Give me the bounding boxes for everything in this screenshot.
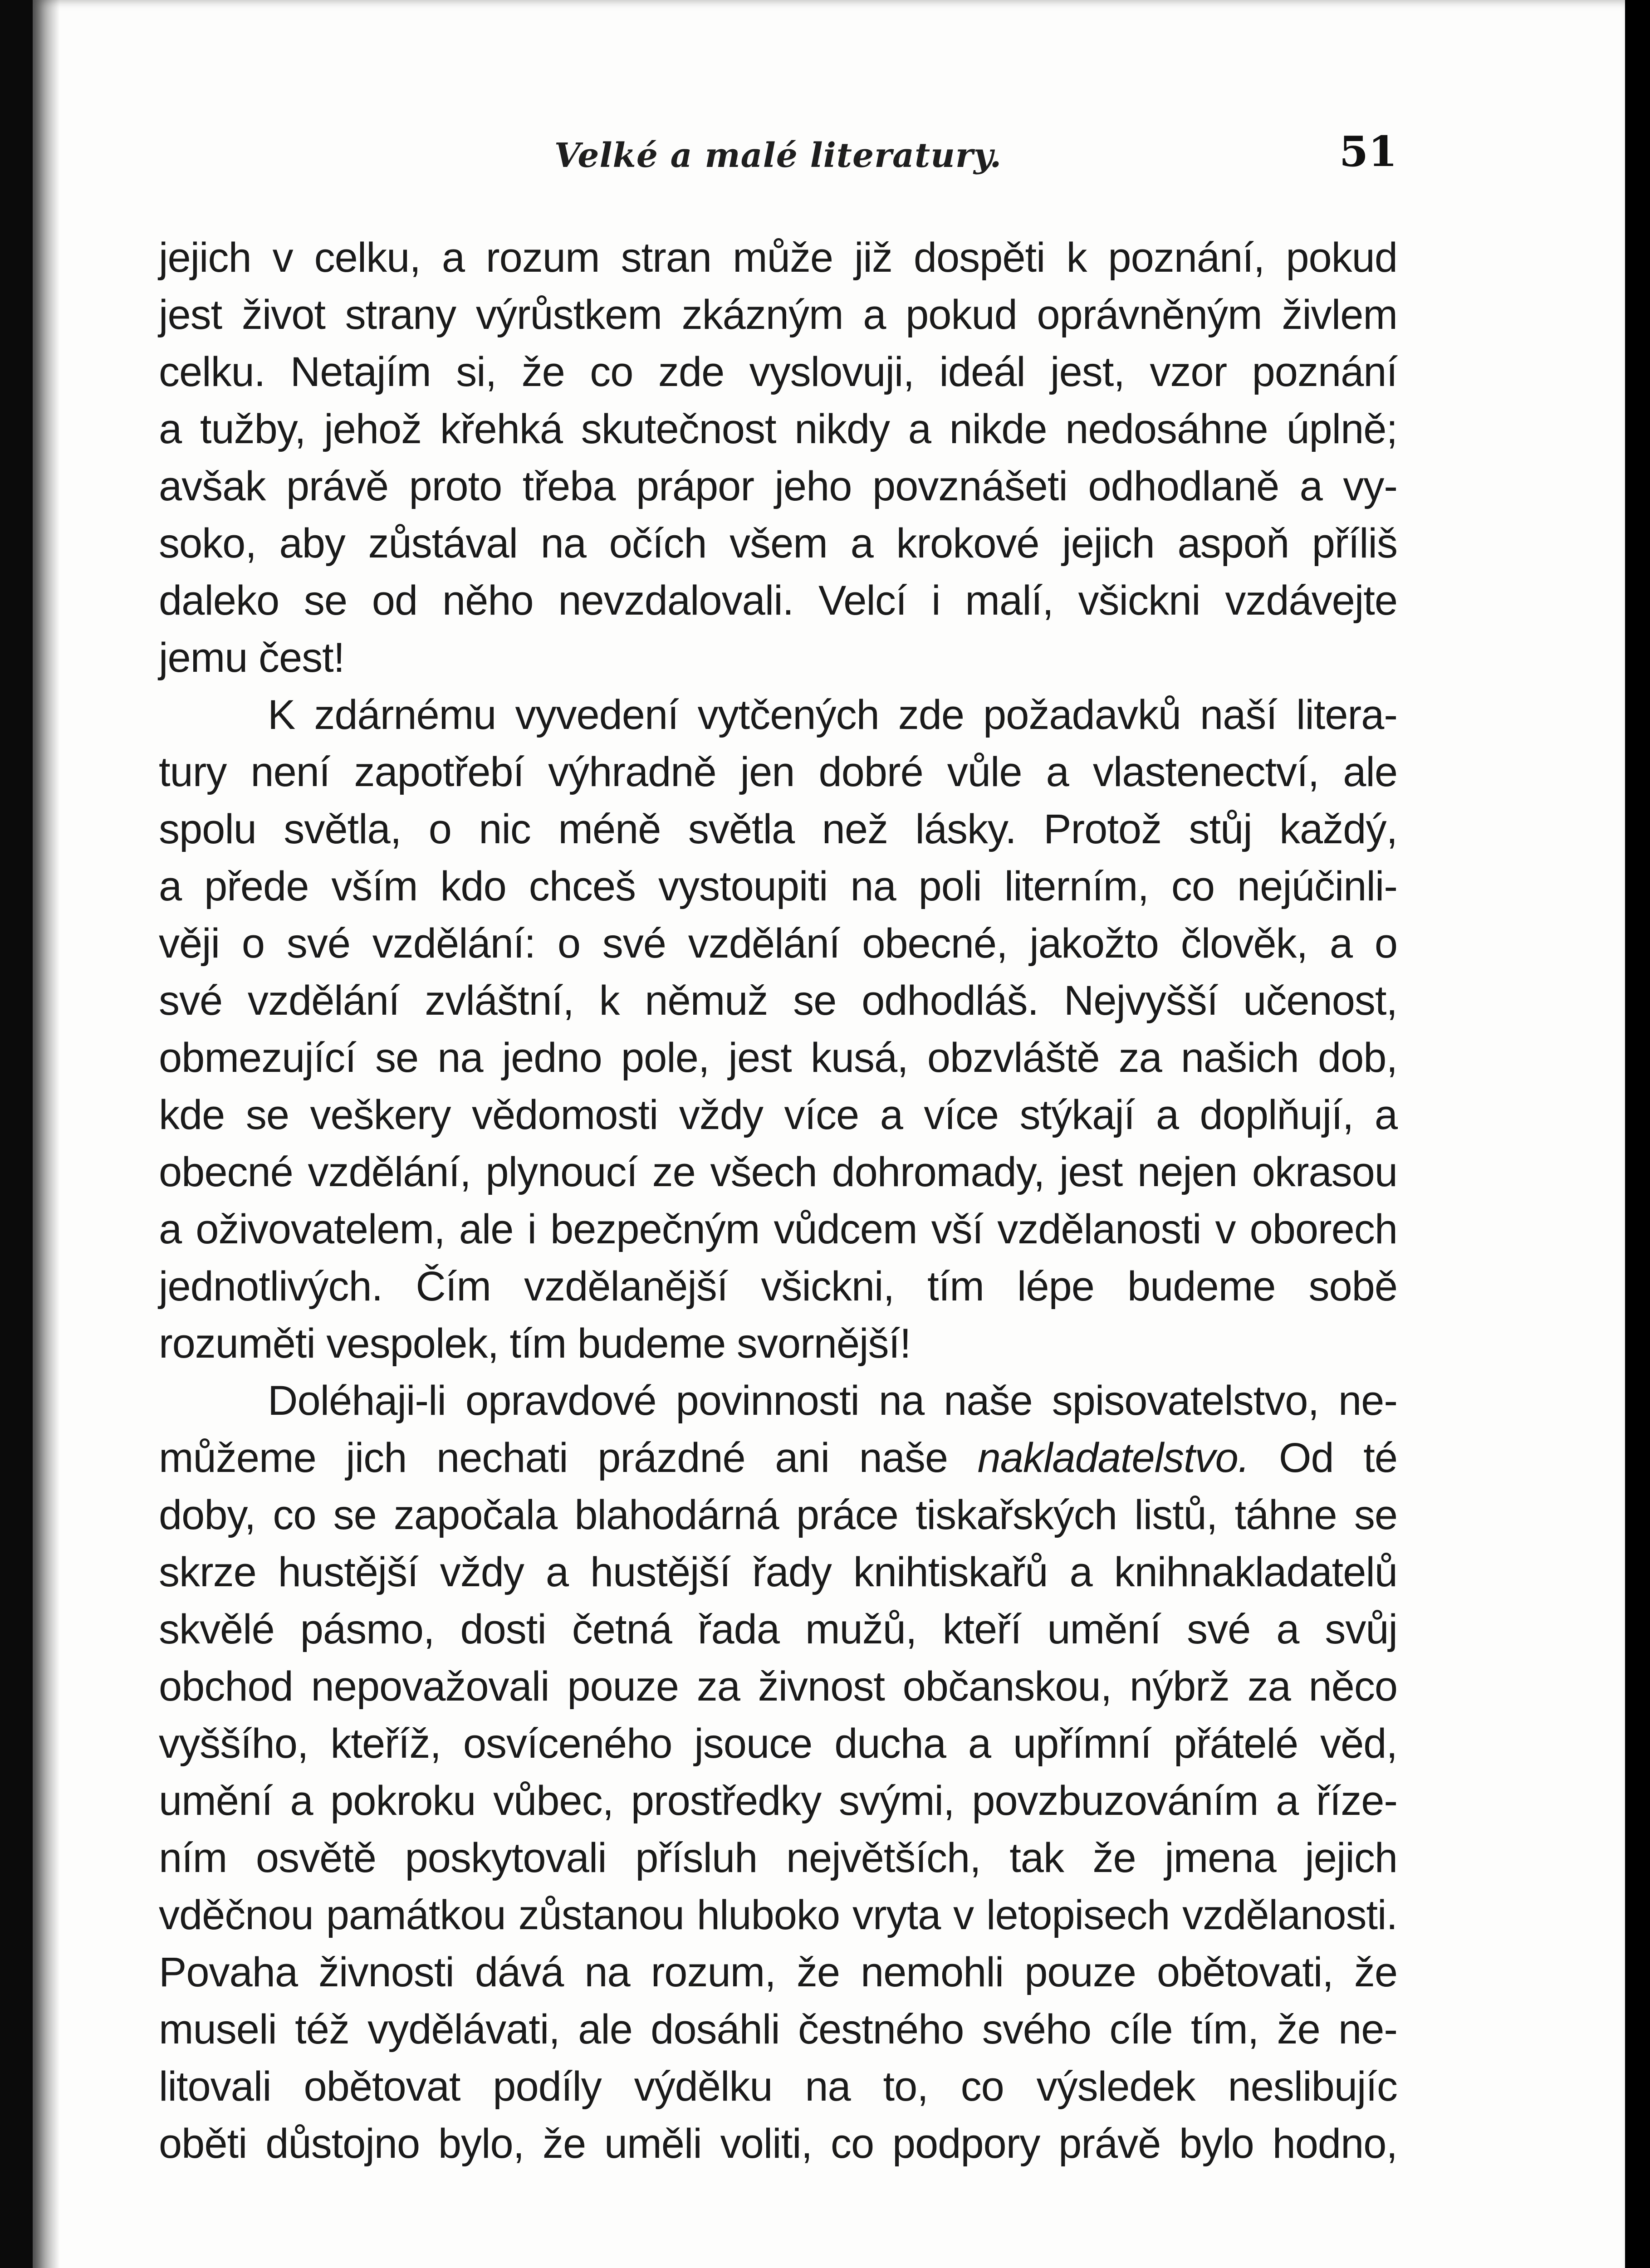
text-line: a přede vším kdo chceš vystoupiti na poli literním, co nejúčinli- bbox=[159, 863, 1397, 909]
text-line: obchod nepovažovali pouze za živnost občanskou, nýbrž za něco bbox=[159, 1663, 1397, 1710]
text-line: spolu světla, o nic méně světla než lásky. Protož stůj každý, bbox=[159, 806, 1397, 852]
text-line: Povaha živnosti dává na rozum, že nemohli pouze obětovati, že bbox=[159, 1949, 1397, 1995]
text-line: vyššího, kteříž, osvíceného jsouce ducha a upřímní přátelé věd, bbox=[159, 1721, 1397, 1767]
text-line: Doléhaji-li opravdové povinnosti na naše spisovatelstvo, ne- bbox=[268, 1378, 1397, 1424]
text-line: soko, aby zůstával na očích všem a krokové jejich aspoň příliš bbox=[159, 520, 1397, 567]
text-line: jejich v celku, a rozum stran může již dospěti k poznání, pokud bbox=[159, 235, 1397, 281]
text-line: umění a pokroku vůbec, prostředky svými, povzbuzováním a říze- bbox=[159, 1778, 1397, 1824]
text-segment: Od té bbox=[1249, 1435, 1397, 1481]
text-line: jednotlivých. Čím vzdělanější všickni, tím lépe budeme sobě bbox=[159, 1263, 1397, 1310]
text-line: litovali obětovat podíly výdělku na to, co výsledek neslibujíc bbox=[159, 2063, 1397, 2110]
text-line: kde se veškery vědomosti vždy více a více stýkají a doplňují, a bbox=[159, 1092, 1397, 1138]
text-line: a oživovatelem, ale i bezpečným vůdcem vší vzdělanosti v oborech bbox=[159, 1206, 1397, 1252]
text-line: ním osvětě poskytovali přísluh největších, tak že jmena jejich bbox=[159, 1835, 1397, 1881]
text-line: věji o své vzdělání: o své vzdělání obecné, jakožto člověk, a o bbox=[159, 920, 1397, 967]
text-line: oběti důstojno bylo, že uměli voliti, co podpory právě bylo hodno, bbox=[159, 2121, 1397, 2167]
text-line: rozuměti vespolek, tím budeme svornější! bbox=[159, 1320, 911, 1367]
text-line: museli též vydělávati, ale dosáhli čestného svého cíle tím, že ne- bbox=[159, 2006, 1397, 2053]
text-line: daleko se od něho nevzdalovali. Velcí i malí, všickni vzdávejte bbox=[159, 577, 1397, 624]
running-head: Velké a malé literatury. bbox=[554, 136, 1002, 175]
page-header bbox=[159, 122, 1397, 186]
page-number: 51 bbox=[1339, 127, 1397, 176]
text-line: a tužby, jehož křehká skutečnost nikdy a nikde nedosáhne úplně; bbox=[159, 406, 1397, 452]
text-line: své vzdělání zvláštní, k němuž se odhodláš. Nejvyšší učenost, bbox=[159, 978, 1397, 1024]
text-line: obmezující se na jedno pole, jest kusá, obzvláště za našich dob, bbox=[159, 1035, 1397, 1081]
text-segment: můžeme jich nechati prázdné ani naše bbox=[159, 1435, 948, 1481]
text-line: skvělé pásmo, dosti četná řada mužů, kteří umění své a svůj bbox=[159, 1606, 1397, 1652]
text-line: avšak právě proto třeba prápor jeho povznášeti odhodlaně a vy- bbox=[159, 463, 1397, 509]
text-line: K zdárnému vyvedení vytčených zde požadavků naší litera- bbox=[268, 692, 1397, 738]
text-line: tury není zapotřebí výhradně jen dobré vůle a vlastenectví, ale bbox=[159, 749, 1397, 795]
scan-left-edge bbox=[0, 0, 33, 2268]
text-line: jest život strany výrůstkem zkázným a pokud oprávněným živlem bbox=[159, 292, 1397, 338]
scan-right-edge bbox=[1625, 0, 1650, 2268]
italic-word: nakladatelstvo. bbox=[977, 1435, 1249, 1481]
text-line: jemu čest! bbox=[159, 635, 345, 681]
text-line: skrze hustější vždy a hustější řady knihtiskařů a knihnakladatelů bbox=[159, 1549, 1397, 1595]
text-line: celku. Netajím si, že co zde vyslovuji, ideál jest, vzor poznání bbox=[159, 349, 1397, 395]
text-line: obecné vzdělání, plynoucí ze všech dohromady, jest nejen okrasou bbox=[159, 1149, 1397, 1195]
text-line: vděčnou památkou zůstanou hluboko vryta v letopisech vzdělanosti. bbox=[159, 1892, 1397, 1938]
gutter-shadow bbox=[33, 0, 60, 2268]
text-line-with-italic bbox=[159, 1429, 1397, 1486]
body-text bbox=[159, 229, 1397, 2172]
text-line: doby, co se započala blahodárná práce tiskařských listů, táhne se bbox=[159, 1492, 1397, 1538]
